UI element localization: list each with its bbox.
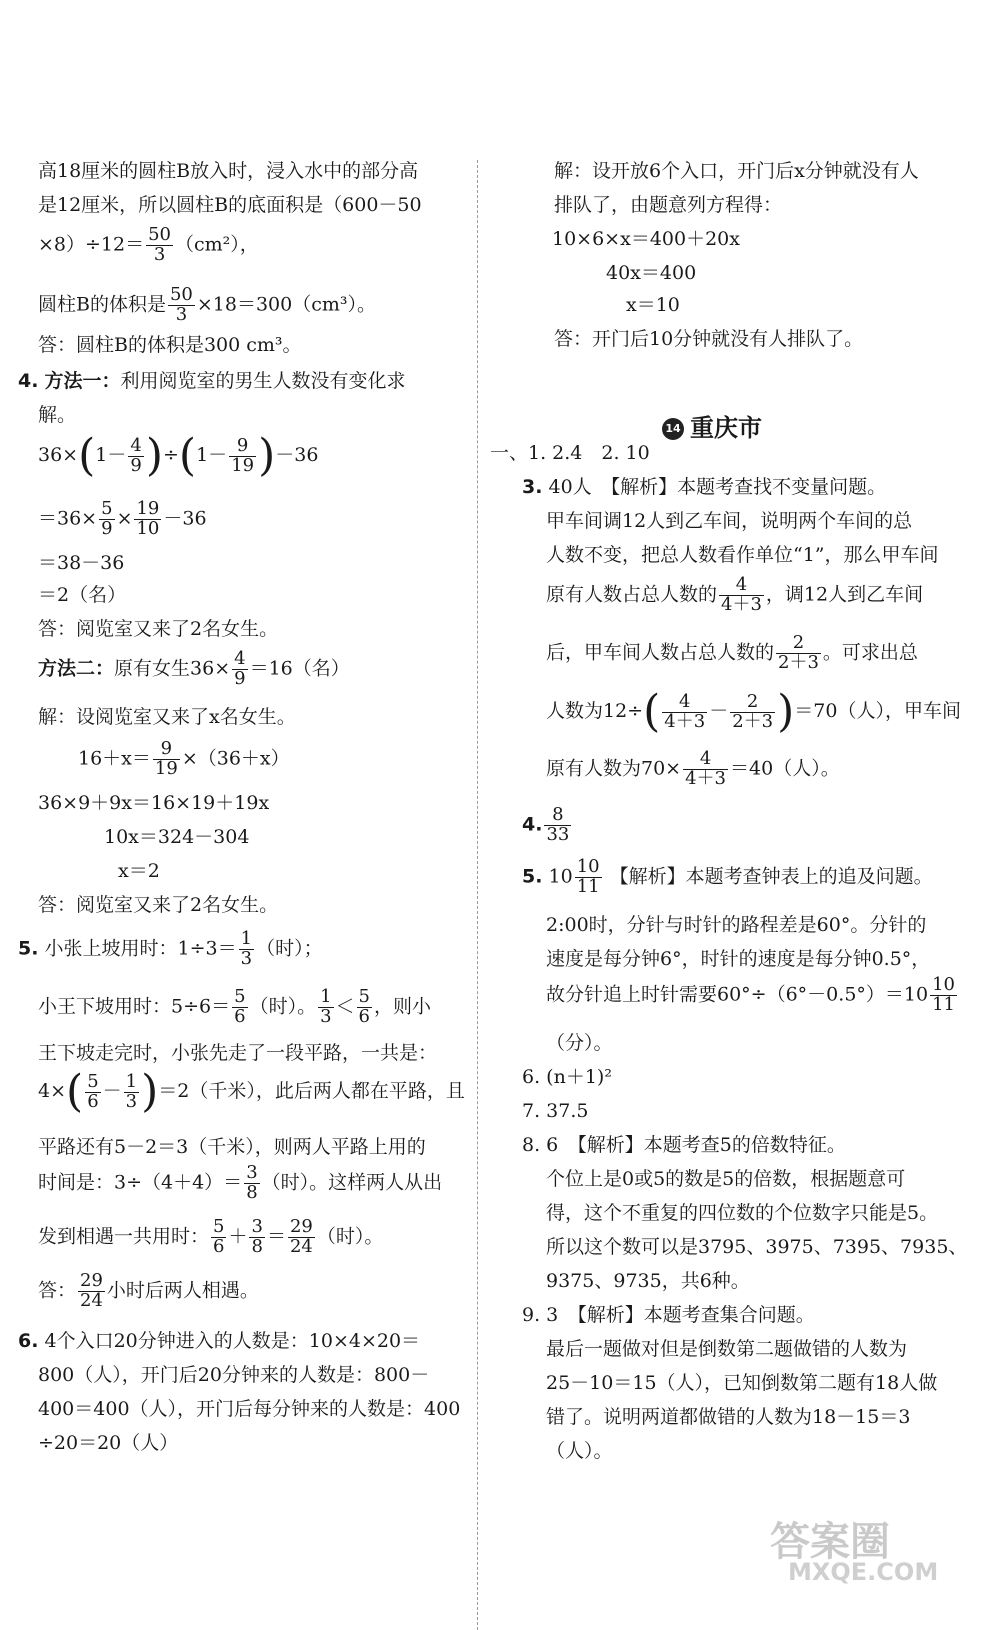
formula-line: 10x＝324－304 — [104, 826, 250, 848]
text-line: 得，这个不重复的四位数的个位数字只能是5。 — [546, 1202, 939, 1224]
text-line: 平路还有5－2＝3（千米），则两人平路上用的 — [38, 1136, 426, 1158]
text-line: 2:00时，分针与时针的路程差是60°。分针的 — [546, 914, 927, 936]
formula-line: 原有人数占总人数的 $\frac{4}{4+3}$ ，调12人到乙车间 — [546, 574, 924, 615]
text-line: 是12厘米，所以圆柱B的底面积是（600－50 — [38, 194, 422, 216]
answer-line: 答：阅览室又来了2名女生。 — [38, 618, 279, 640]
formula-line: 40x＝400 — [606, 262, 697, 284]
formula-line: 36×9＋9x＝16×19＋19x — [38, 792, 270, 814]
question-4-head: 4. 方法一：利用阅览室的男生人数没有变化求 — [18, 370, 406, 392]
text-line: 王下坡走完时，小张先走了一段平路，一共是： — [38, 1042, 438, 1064]
text-line: 高18厘米的圆柱B放入时，浸入水中的部分高 — [38, 160, 419, 182]
text-line: 速度是每分钟6°，时针的速度是每分钟0.5°， — [546, 948, 931, 970]
formula-line: 方法二：原有女生36× $\frac{4}{9}$ ＝16（名） — [38, 648, 350, 689]
answer-item: 8. 6 【解析】本题考查5的倍数特征。 — [522, 1134, 846, 1156]
formula-line: ＝2（名） — [38, 584, 127, 606]
text-line: 人数不变，把总人数看作单位“1”，那么甲车间 — [546, 544, 939, 566]
formula-line: 小王下坡用时：5÷6＝ $\frac{5}{6}$ （时）。 $\frac{1}{3}$ ＜ $\frac{5}{6}$ ，则小 — [38, 986, 432, 1027]
text-line: 个位上是0或5的数是5的倍数，根据题意可 — [546, 1168, 906, 1190]
section-heading — [662, 408, 762, 443]
answer-item: 5. 10 $\frac{10}{11}$ 【解析】本题考查钟表上的追及问题。 — [522, 856, 933, 897]
formula-line: 后，甲车间人数占总人数的 $\frac{2}{2+3}$ 。可求出总 — [546, 632, 918, 673]
question-6-line: 6. 4个入口20分钟进入的人数是：10×4×20＝ — [18, 1330, 421, 1352]
text-line: （分）。 — [546, 1032, 613, 1054]
answer-line: 答： $\frac{29}{24}$ 小时后两人相遇。 — [38, 1270, 259, 1311]
text-line: 解。 — [38, 404, 77, 426]
question-5-line: 5. 小张上坡用时：1÷3＝ $\frac{1}{3}$ （时）； — [18, 928, 323, 969]
formula-line: ＝38－36 — [38, 552, 125, 574]
formula-line: 圆柱B的体积是 $\frac{50}{3}$ ×18＝300（cm³）。 — [38, 284, 377, 325]
answer-item: 一、1. 2.4 2. 10 — [490, 442, 650, 464]
text-line: 所以这个数可以是3795、3975、7395、7935、 — [546, 1236, 968, 1258]
answer-item: 6. (n＋1)² — [522, 1066, 612, 1088]
formula-line: ＝36× $\frac{5}{9}$ × $\frac{19}{10}$ －36 — [38, 498, 207, 539]
formula-line: x＝10 — [626, 294, 680, 316]
formula-line: 发到相遇一共用时： $\frac{5}{6}$ ＋ $\frac{3}{8}$ ＝ $\frac{29}{24}$ （时）。 — [38, 1216, 384, 1257]
formula-line: x＝2 — [118, 860, 160, 882]
section-title: 重庆市 — [690, 414, 762, 442]
formula-line: 16＋x＝ $\frac{9}{19}$ ×（36＋x） — [78, 738, 290, 779]
formula-line: ×8）÷12＝ $\frac{50}{3}$ （cm²）， — [38, 224, 259, 265]
formula-line: 10×6×x＝400＋20x — [552, 228, 740, 250]
answer-item: 3. 40人 【解析】本题考查找不变量问题。 — [522, 476, 887, 498]
formula-line: 4×( $\frac{5}{6}$ － $\frac{1}{3}$ )＝2（千米），此后两人都在平路，且 — [38, 1066, 465, 1117]
text-line: 解：设开放6个入口，开门后x分钟就没有人 — [554, 160, 919, 182]
column-divider — [477, 160, 478, 1630]
text-line: 错了。说明两道都做错的人数为18－15＝3 — [546, 1406, 911, 1428]
answer-line: 答：阅览室又来了2名女生。 — [38, 894, 279, 916]
text-line: （人）。 — [546, 1440, 613, 1462]
text-line: 800（人），开门后20分钟来的人数是：800－ — [38, 1364, 430, 1386]
formula-line: 36×(1－ $\frac{4}{9}$ )÷(1－ $\frac{9}{19}$ )－36 — [38, 430, 319, 481]
text-line: 400＝400（人），开门后每分钟来的人数是：400 — [38, 1398, 461, 1420]
answer-item: 4. $\frac{8}{33}$ — [522, 804, 570, 845]
text-line: 甲车间调12人到乙车间，说明两个车间的总 — [546, 510, 913, 532]
text-line: ÷20＝20（人） — [38, 1432, 179, 1454]
text-line: 25－10＝15（人），已知倒数第二题有18人做 — [546, 1372, 938, 1394]
answer-line: 答：圆柱B的体积是300 cm³。 — [38, 334, 302, 356]
formula-line: 故分针追上时针需要60°÷（6°－0.5°）＝10 $\frac{10}{11}$ — [546, 974, 955, 1015]
formula-line: 原有人数为70× $\frac{4}{4+3}$ ＝40（人）。 — [546, 748, 840, 789]
text-line: 最后一题做对但是倒数第二题做错的人数为 — [546, 1338, 908, 1360]
answer-item: 9. 3 【解析】本题考查集合问题。 — [522, 1304, 815, 1326]
text-line: 9375、9735，共6种。 — [546, 1270, 750, 1292]
formula-line: 时间是：3÷（4＋4）＝ $\frac{3}{8}$ （时）。这样两人从出 — [38, 1162, 443, 1203]
watermark-logo: 答案圈 MXQE.COM — [770, 1519, 939, 1586]
answer-item: 7. 37.5 — [522, 1100, 589, 1122]
formula-line: 人数为12÷( $\frac{4}{4+3}$ － $\frac{2}{2+3}$ )＝70（人），甲车间 — [546, 686, 961, 737]
section-number-badge: 14 — [662, 418, 684, 440]
answer-line: 答：开门后10分钟就没有人排队了。 — [554, 328, 864, 350]
text-line: 排队了，由题意列方程得： — [554, 194, 783, 216]
text-line: 解：设阅览室又来了x名女生。 — [38, 706, 296, 728]
